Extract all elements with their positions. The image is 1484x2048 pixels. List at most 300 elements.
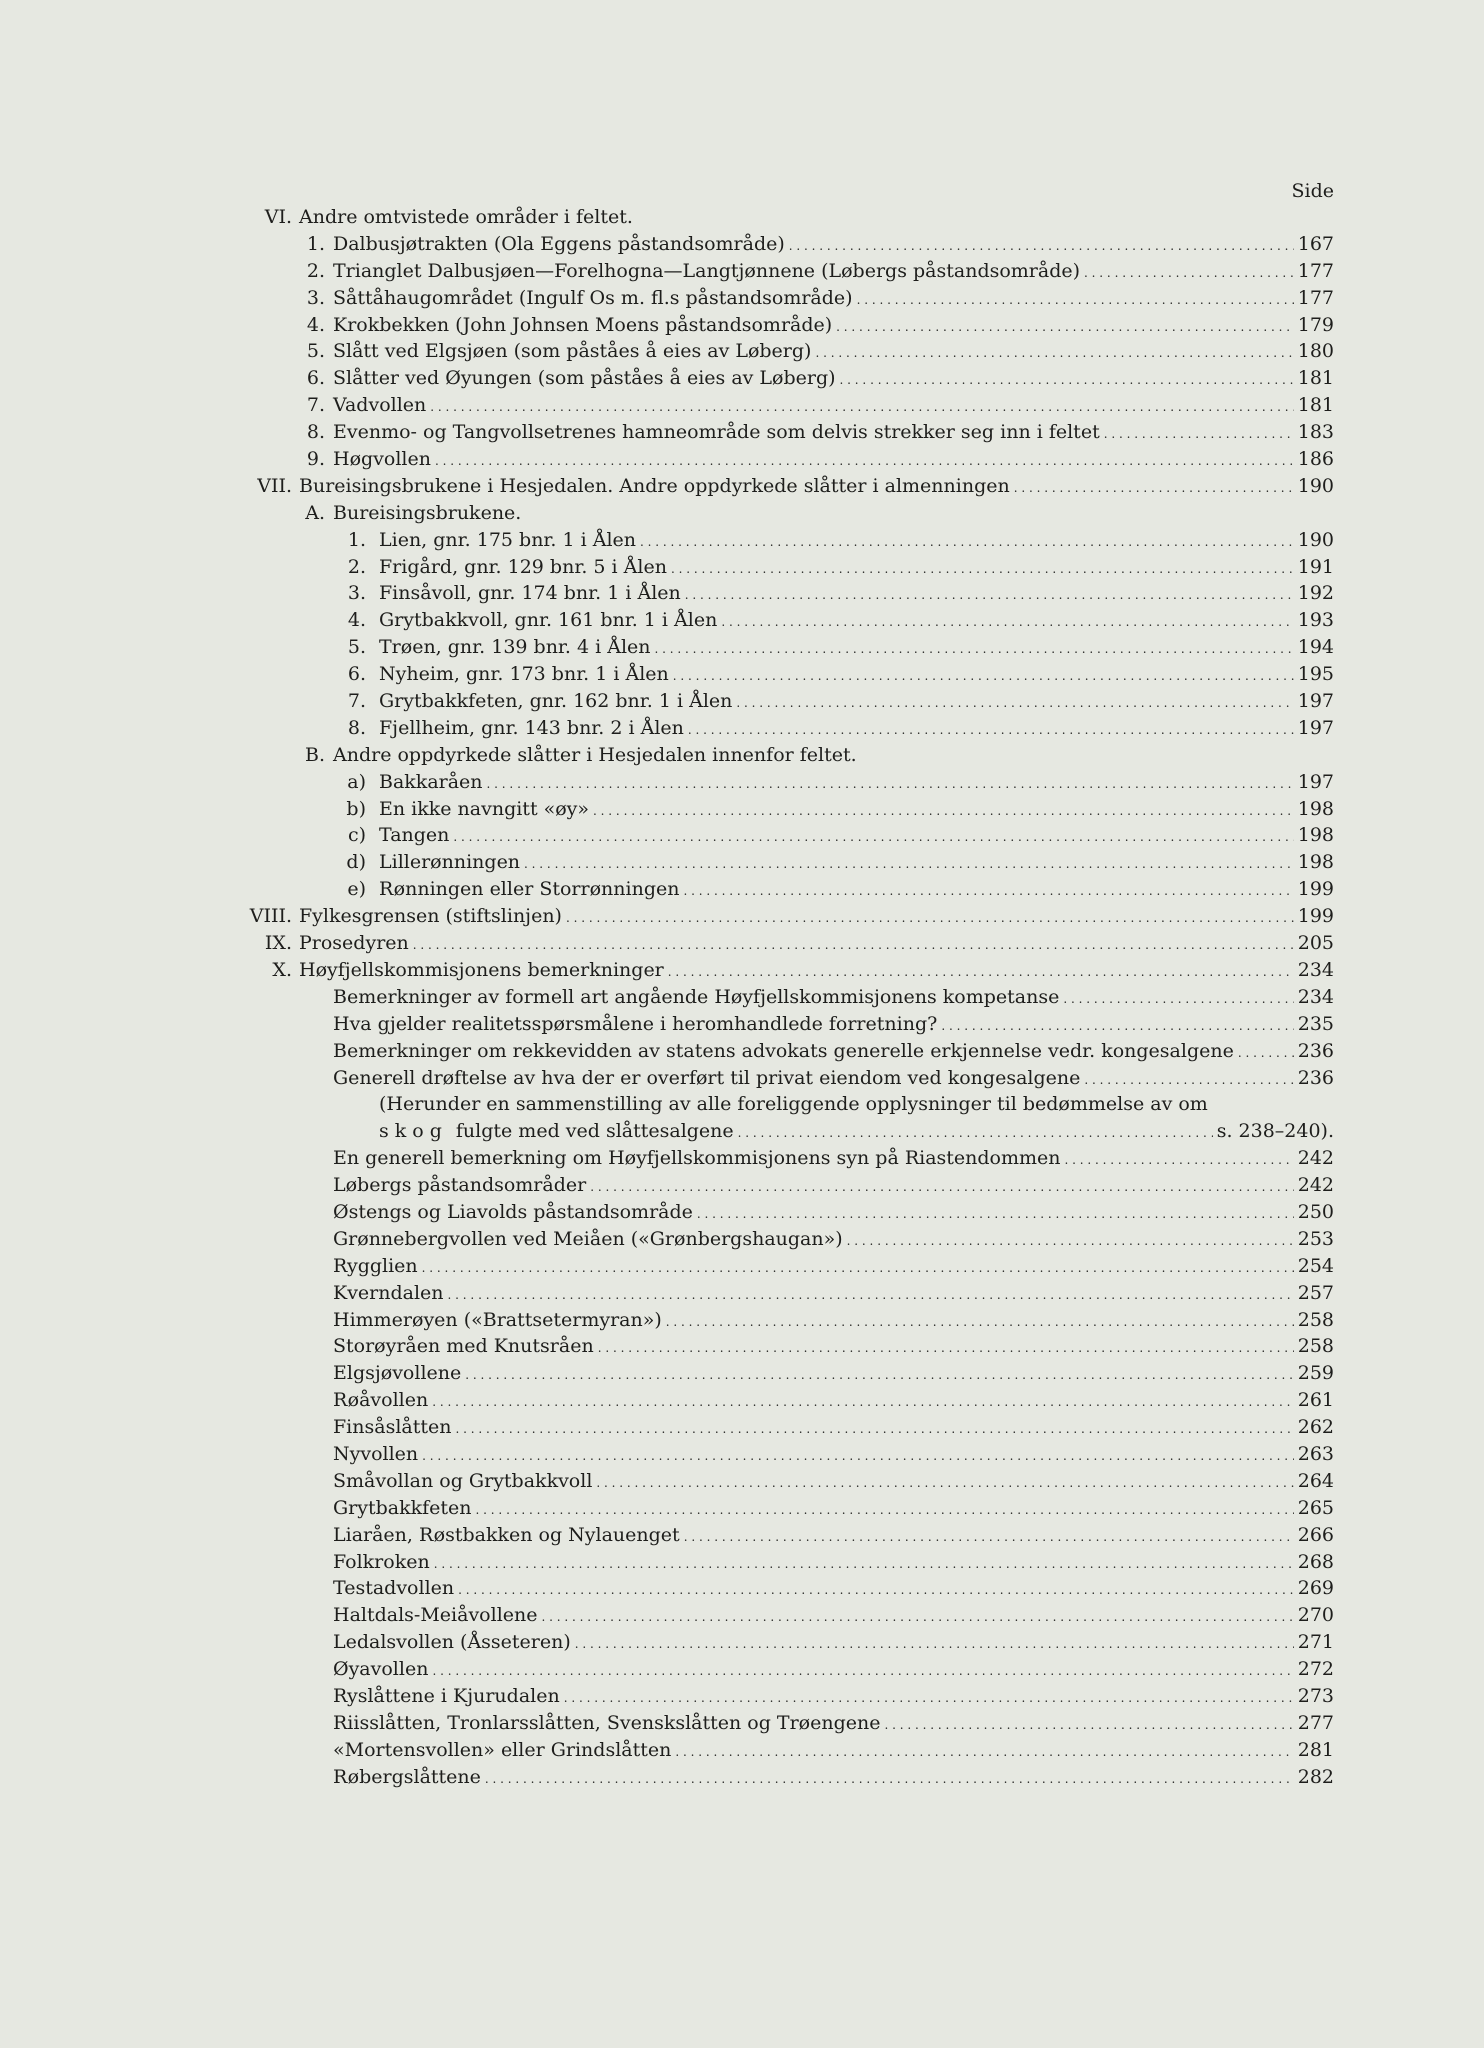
toc-entry-title: Fylkesgrensen (stiftslinjen) [299, 905, 562, 928]
dot-leader [941, 1011, 1293, 1040]
dot-leader [453, 822, 1293, 851]
dot-leader [598, 1333, 1294, 1362]
toc-entry-line [379, 876, 1334, 905]
toc-entry [0, 1737, 1484, 1764]
dot-leader [465, 1360, 1293, 1389]
toc-entry-number: VIII. [249, 905, 292, 928]
toc-entry-title: Lillerønningen [379, 851, 521, 874]
toc-entry-title: Fjellheim, gnr. 143 bnr. 2 i Ålen [379, 716, 684, 739]
toc-entry-number: b) [346, 797, 366, 820]
toc-entry-page: 259 [1297, 1362, 1334, 1385]
toc-entry-line [379, 849, 1334, 878]
toc-entry-line [333, 1333, 1334, 1362]
toc-entry-title: Bemerkninger av formell art angående Høyfjellskommisjonens kompetanse [333, 985, 1060, 1008]
toc-entry-line [333, 392, 1334, 421]
toc-entry-page: 181 [1297, 367, 1334, 390]
dot-leader [542, 1602, 1294, 1631]
dot-leader [1084, 1065, 1293, 1094]
toc-entry-line [333, 1522, 1334, 1551]
toc-entry-title: Øyavollen [333, 1658, 429, 1681]
toc-entry-page: 197 [1297, 690, 1334, 713]
toc-entry-page: 234 [1297, 985, 1334, 1008]
toc-entry-number: 9. [306, 448, 325, 471]
toc-entry-page: 167 [1297, 232, 1334, 255]
toc-entry [0, 957, 1484, 984]
toc-entry-line [333, 1387, 1334, 1416]
toc-entry-page: 183 [1297, 421, 1334, 444]
dot-leader [593, 796, 1294, 825]
toc-entry-line [333, 1549, 1334, 1578]
toc-entry-page: 195 [1297, 663, 1334, 686]
dot-leader [575, 1629, 1294, 1658]
dot-leader [683, 876, 1293, 905]
toc-entry-title: Riisslåtten, Tronlarsslåtten, Svenskslåtten og Trøengene [333, 1711, 881, 1734]
toc-entry-title: Andre oppdyrkede slåtter i Hesjedalen innenfor feltet. [333, 743, 857, 766]
toc-entry-line [333, 1199, 1334, 1228]
toc-entry-page: 192 [1297, 582, 1334, 605]
toc-entry-page: 281 [1297, 1738, 1334, 1761]
toc-entry-number: c) [347, 824, 366, 847]
dot-leader [422, 1253, 1294, 1282]
toc-entry-page: 268 [1297, 1550, 1334, 1573]
toc-entry-page: 253 [1297, 1227, 1334, 1250]
table-of-contents [0, 204, 1484, 1791]
toc-entry-number: 4. [347, 609, 366, 632]
toc-entry [0, 607, 1484, 634]
toc-entry-page: 235 [1297, 1012, 1334, 1035]
toc-entry [0, 1253, 1484, 1280]
toc-entry-page: 177 [1297, 259, 1334, 282]
toc-entry-page: 254 [1297, 1254, 1334, 1277]
toc-entry-line [333, 1710, 1334, 1739]
toc-entry-title: Trianglet Dalbusjøen—Forelhogna—Langtjønnene (Løbergs påstandsområde) [333, 259, 1081, 282]
toc-entry-page: 258 [1297, 1335, 1334, 1358]
toc-entry [0, 1575, 1484, 1602]
toc-entry [0, 1280, 1484, 1307]
toc-entry-title: Trøen, gnr. 139 bnr. 4 i Ålen [379, 636, 651, 659]
toc-entry-page: 197 [1297, 716, 1334, 739]
toc-entry [0, 365, 1484, 392]
toc-entry-number: d) [346, 851, 366, 874]
toc-entry [0, 338, 1484, 365]
toc-entry-page: 269 [1297, 1577, 1334, 1600]
toc-entry-line [333, 1683, 1334, 1712]
toc-entry [0, 1414, 1484, 1441]
toc-entry-page: 242 [1297, 1174, 1334, 1197]
toc-entry-page: 186 [1297, 448, 1334, 471]
toc-entry-line [333, 1441, 1334, 1470]
dot-leader [564, 1683, 1294, 1712]
toc-entry-page: 199 [1297, 878, 1334, 901]
toc-entry-page: 242 [1297, 1147, 1334, 1170]
toc-entry-page: 236 [1297, 1039, 1334, 1062]
toc-entry-line [333, 231, 1334, 260]
toc-entry [0, 1656, 1484, 1683]
toc-entry [0, 1549, 1484, 1576]
toc-entry-line [379, 554, 1334, 583]
toc-entry-title: (Herunder en sammenstilling av alle foreliggende opplysninger til bedømmelse av om [379, 1093, 1208, 1116]
toc-entry-page: 257 [1297, 1281, 1334, 1304]
toc-entry-page: 198 [1297, 824, 1334, 847]
toc-entry-title: Storøyråen med Knutsråen [333, 1335, 594, 1358]
dot-leader [435, 446, 1294, 475]
toc-entry-title: En ikke navngitt «øy» [379, 797, 590, 820]
toc-entry-number: 6. [306, 367, 325, 390]
toc-entry-line [333, 500, 521, 527]
toc-entry-title: Rygglien [333, 1254, 418, 1277]
toc-entry-line [379, 661, 1334, 690]
toc-entry-line [333, 1414, 1334, 1443]
toc-entry-page: 177 [1297, 286, 1334, 309]
toc-entry [0, 715, 1484, 742]
toc-entry-number: e) [347, 878, 366, 901]
toc-entry-line [299, 473, 1334, 502]
toc-entry-line [333, 338, 1334, 367]
toc-entry [0, 769, 1484, 796]
toc-entry [0, 231, 1484, 258]
toc-entry-page: 262 [1297, 1416, 1334, 1439]
toc-entry [0, 1441, 1484, 1468]
toc-entry-title: Bureisingsbrukene. [333, 501, 522, 524]
toc-entry-page: 271 [1297, 1631, 1334, 1654]
toc-entry [0, 1683, 1484, 1710]
toc-entry-number: 3. [306, 286, 325, 309]
toc-entry [0, 500, 1484, 527]
toc-entry-line [333, 446, 1334, 475]
toc-entry-page: 234 [1297, 958, 1334, 981]
toc-entry-title: Ledalsvollen (Åsseteren) [333, 1631, 571, 1654]
toc-entry-title-continued: fulgte med ved slåttesalgene [455, 1120, 734, 1143]
toc-entry-title: Slått ved Elgsjøen (som påståes å eies av Løberg) [333, 340, 812, 363]
toc-entry-number: 5. [347, 636, 366, 659]
toc-entry-title: Røåvollen [333, 1389, 429, 1412]
toc-entry [0, 688, 1484, 715]
dot-leader [432, 1387, 1294, 1416]
toc-entry-page: 198 [1297, 851, 1334, 874]
toc-entry-title: En generell bemerkning om Høyfjellskommisjonens syn på Riastendommen [333, 1147, 1061, 1170]
toc-entry [0, 984, 1484, 1011]
toc-entry-page: 263 [1297, 1442, 1334, 1465]
toc-entry-title: Himmerøyen («Brattsetermyran») [333, 1308, 662, 1331]
dot-leader [736, 688, 1293, 717]
dot-leader [1104, 419, 1294, 448]
toc-entry-line [333, 1226, 1334, 1255]
toc-entry-line [333, 742, 857, 769]
toc-entry-title: Kverndalen [333, 1281, 444, 1304]
toc-entry [0, 876, 1484, 903]
dot-leader [738, 1118, 1213, 1147]
toc-entry-title: Tangen [379, 824, 450, 847]
toc-entry-number: 7. [306, 394, 325, 417]
toc-entry-line [333, 1172, 1334, 1201]
toc-entry-title: Grytbakkfeten, gnr. 162 bnr. 1 i Ålen [379, 690, 733, 713]
toc-entry-page: 272 [1297, 1658, 1334, 1681]
toc-entry-page: 261 [1297, 1389, 1334, 1412]
toc-entry-title: Testadvollen [333, 1577, 455, 1600]
toc-entry-title: Hva gjelder realitetsspørsmålene i heromhandlede forretning? [333, 1012, 938, 1035]
toc-entry [0, 634, 1484, 661]
toc-entry-page: 236 [1297, 1066, 1334, 1089]
toc-entry [0, 849, 1484, 876]
toc-entry-page: s. 238–240). [1216, 1120, 1334, 1143]
dot-leader [836, 312, 1294, 341]
toc-entry-page: 180 [1297, 340, 1334, 363]
toc-entry [0, 1038, 1484, 1065]
toc-entry-title: Bakkaråen [379, 770, 483, 793]
toc-entry-number: X. [272, 958, 292, 981]
toc-entry [0, 1172, 1484, 1199]
toc-entry-line [333, 1280, 1334, 1309]
toc-entry [0, 285, 1484, 312]
toc-entry-title: Prosedyren [299, 932, 409, 955]
dot-leader [476, 1495, 1294, 1524]
toc-entry-number: B. [304, 743, 325, 766]
dot-leader [434, 1549, 1294, 1578]
toc-entry-page: 181 [1297, 394, 1334, 417]
toc-entry [0, 822, 1484, 849]
toc-entry-line [333, 1737, 1334, 1766]
dot-leader [675, 1737, 1293, 1766]
toc-entry [0, 1226, 1484, 1253]
dot-leader [857, 285, 1294, 314]
toc-entry-title: Bureisingsbrukene i Hesjedalen. Andre oppdyrkede slåtter i almenningen [299, 474, 1010, 497]
toc-entry-page: 198 [1297, 797, 1334, 820]
toc-entry [0, 1011, 1484, 1038]
toc-entry-title: Såttåhaugområdet (Ingulf Os m. fl.s påstandsområde) [333, 286, 853, 309]
toc-entry [0, 742, 1484, 769]
toc-entry [0, 1710, 1484, 1737]
toc-entry [0, 903, 1484, 930]
toc-entry-number: IX. [264, 932, 292, 955]
toc-entry-title: Høgvollen [333, 448, 431, 471]
toc-entry-line [379, 688, 1334, 717]
toc-entry-number: VII. [257, 474, 292, 497]
dot-leader [721, 607, 1293, 636]
toc-entry-number: VI. [264, 206, 292, 228]
toc-entry-number: 7. [347, 690, 366, 713]
dot-leader [684, 1522, 1294, 1551]
toc-entry-line [333, 1360, 1334, 1389]
toc-entry-title: Vadvollen [333, 394, 427, 417]
toc-entry [0, 258, 1484, 285]
toc-entry-page: 265 [1297, 1496, 1334, 1519]
toc-entry-title: Røbergslåttene [333, 1765, 481, 1788]
toc-entry [0, 446, 1484, 473]
toc-entry-number: 8. [347, 716, 366, 739]
toc-entry-line [379, 607, 1334, 636]
toc-entry-line [333, 1011, 1334, 1040]
toc-entry-line [333, 1038, 1334, 1067]
toc-entry-page: 282 [1297, 1765, 1334, 1788]
dot-leader [847, 1226, 1294, 1255]
toc-entry-title: Generell drøftelse av hva der er overført til privat eiendom ved kongesalgene [333, 1066, 1081, 1089]
toc-entry [0, 419, 1484, 446]
toc-entry-page: 193 [1297, 609, 1334, 632]
toc-entry [0, 1145, 1484, 1172]
toc-entry [0, 1065, 1484, 1092]
dot-leader [524, 849, 1294, 878]
toc-entry-number: 4. [306, 313, 325, 336]
dot-leader [673, 661, 1294, 690]
toc-entry [0, 554, 1484, 581]
dot-leader [840, 365, 1294, 394]
toc-entry [0, 1522, 1484, 1549]
toc-entry-line [379, 769, 1334, 798]
toc-entry [0, 1307, 1484, 1334]
toc-entry-line [299, 957, 1334, 986]
toc-entry-line [333, 365, 1334, 394]
toc-entry-page: 264 [1297, 1469, 1334, 1492]
toc-entry-title: Småvollan og Grytbakkvoll [333, 1469, 593, 1492]
toc-entry-title: Ryslåttene i Kjurudalen [333, 1684, 560, 1707]
dot-leader [413, 930, 1294, 959]
toc-entry-title: Nyheim, gnr. 173 bnr. 1 i Ålen [379, 663, 669, 686]
toc-entry [0, 1629, 1484, 1656]
toc-entry-line [379, 527, 1334, 556]
toc-entry-number: 1. [347, 528, 366, 551]
toc-entry [0, 392, 1484, 419]
toc-entry-line [379, 796, 1334, 825]
dot-leader [789, 231, 1294, 260]
toc-entry-title: Frigård, gnr. 129 bnr. 5 i Ålen [379, 555, 667, 578]
toc-entry-title: skog [379, 1120, 448, 1143]
toc-entry [0, 527, 1484, 554]
dot-leader [1014, 473, 1294, 502]
toc-entry-line [379, 580, 1334, 609]
toc-entry [0, 473, 1484, 500]
toc-entry-line [333, 1602, 1334, 1631]
toc-entry-title: Østengs og Liavolds påstandsområde [333, 1200, 693, 1223]
toc-entry-line [379, 1091, 1334, 1118]
toc-entry-number: 2. [347, 555, 366, 578]
toc-entry-title: Dalbusjøtrakten (Ola Eggens påstandsområde) [333, 232, 785, 255]
toc-entry-line [333, 1145, 1334, 1174]
toc-entry-title: Krokbekken (John Johnsen Moens påstandsområde) [333, 313, 833, 336]
toc-entry [0, 1602, 1484, 1629]
toc-entry-line [299, 930, 1334, 959]
toc-entry [0, 312, 1484, 339]
dot-leader [640, 527, 1294, 556]
dot-leader [655, 634, 1294, 663]
toc-entry-line [333, 1656, 1334, 1685]
toc-entry [0, 580, 1484, 607]
toc-entry-page: 191 [1297, 555, 1334, 578]
dot-leader [455, 1414, 1293, 1443]
dot-leader [885, 1710, 1294, 1739]
dot-leader [566, 903, 1294, 932]
dot-leader [596, 1468, 1293, 1497]
dot-leader [685, 580, 1294, 609]
page-column-header: Side [1291, 180, 1334, 202]
toc-entry [0, 1199, 1484, 1226]
toc-entry-line [333, 984, 1334, 1013]
toc-entry-title: Løbergs påstandsområder [333, 1174, 587, 1197]
toc-entry [0, 796, 1484, 823]
toc-entry-number: A. [305, 501, 325, 524]
dot-leader [671, 554, 1294, 583]
toc-entry-page: 277 [1297, 1711, 1334, 1734]
toc-entry-line [299, 204, 633, 231]
toc-entry-page: 258 [1297, 1308, 1334, 1331]
toc-entry-line [333, 258, 1334, 287]
dot-leader [666, 1307, 1294, 1336]
toc-entry [0, 1118, 1484, 1145]
toc-entry-line [379, 1118, 1334, 1147]
toc-entry [0, 1387, 1484, 1414]
toc-entry-number: 2. [306, 259, 325, 282]
toc-entry-page: 270 [1297, 1604, 1334, 1627]
toc-entry-title: Evenmo- og Tangvollsetrenes hamneområde som delvis strekker seg inn i feltet [333, 421, 1100, 444]
dot-leader [1084, 258, 1294, 287]
toc-entry-title: Finsåvoll, gnr. 174 bnr. 1 i Ålen [379, 582, 681, 605]
toc-entry-title: Folkroken [333, 1550, 430, 1573]
dot-leader [668, 957, 1294, 986]
toc-entry-line [333, 1065, 1334, 1094]
toc-entry [0, 1091, 1484, 1118]
toc-entry-line [333, 419, 1334, 448]
toc-entry-line [333, 1253, 1334, 1282]
toc-entry-page: 273 [1297, 1684, 1334, 1707]
toc-entry-page: 266 [1297, 1523, 1334, 1546]
toc-entry-line [333, 1629, 1334, 1658]
dot-leader [1238, 1038, 1294, 1067]
toc-entry-line [379, 634, 1334, 663]
toc-entry-line [333, 312, 1334, 341]
toc-entry-title: Andre omtvistede områder i feltet. [299, 206, 633, 228]
toc-entry-line [379, 822, 1334, 851]
dot-leader [688, 715, 1294, 744]
dot-leader [430, 392, 1293, 421]
toc-entry-page: 197 [1297, 770, 1334, 793]
toc-entry-number: 8. [306, 421, 325, 444]
toc-entry-page: 190 [1297, 474, 1334, 497]
toc-entry-number: 3. [347, 582, 366, 605]
dot-leader [697, 1199, 1294, 1228]
toc-entry-number: 5. [306, 340, 325, 363]
toc-entry-line [333, 1764, 1334, 1793]
dot-leader [815, 338, 1293, 367]
toc-entry [0, 1495, 1484, 1522]
toc-entry-title: Slåtter ved Øyungen (som påståes å eies av Løberg) [333, 367, 836, 390]
toc-entry-line [333, 1468, 1334, 1497]
toc-entry-number: 6. [347, 663, 366, 686]
toc-entry-line [333, 285, 1334, 314]
toc-entry-line [333, 1495, 1334, 1524]
toc-entry-line [299, 903, 1334, 932]
toc-entry-page: 199 [1297, 905, 1334, 928]
dot-leader [458, 1575, 1294, 1604]
toc-entry-title: Høyfjellskommisjonens bemerkninger [299, 958, 664, 981]
toc-entry-line [379, 715, 1334, 744]
dot-leader [590, 1172, 1294, 1201]
toc-entry-title: «Mortensvollen» eller Grindslåtten [333, 1738, 672, 1761]
toc-entry-page: 205 [1297, 932, 1334, 955]
dot-leader [487, 769, 1294, 798]
toc-entry-number: 1. [306, 232, 325, 255]
dot-leader [448, 1280, 1294, 1309]
toc-entry [0, 1360, 1484, 1387]
toc-entry [0, 930, 1484, 957]
toc-entry-line [333, 1307, 1334, 1336]
toc-entry-title: Grytbakkfeten [333, 1496, 472, 1519]
dot-leader [485, 1764, 1294, 1793]
toc-entry-line [333, 1575, 1334, 1604]
toc-entry-title: Nyvollen [333, 1442, 419, 1465]
toc-entry [0, 204, 1484, 231]
dot-leader [1063, 984, 1293, 1013]
dot-leader [1065, 1145, 1294, 1174]
toc-entry-page: 250 [1297, 1200, 1334, 1223]
